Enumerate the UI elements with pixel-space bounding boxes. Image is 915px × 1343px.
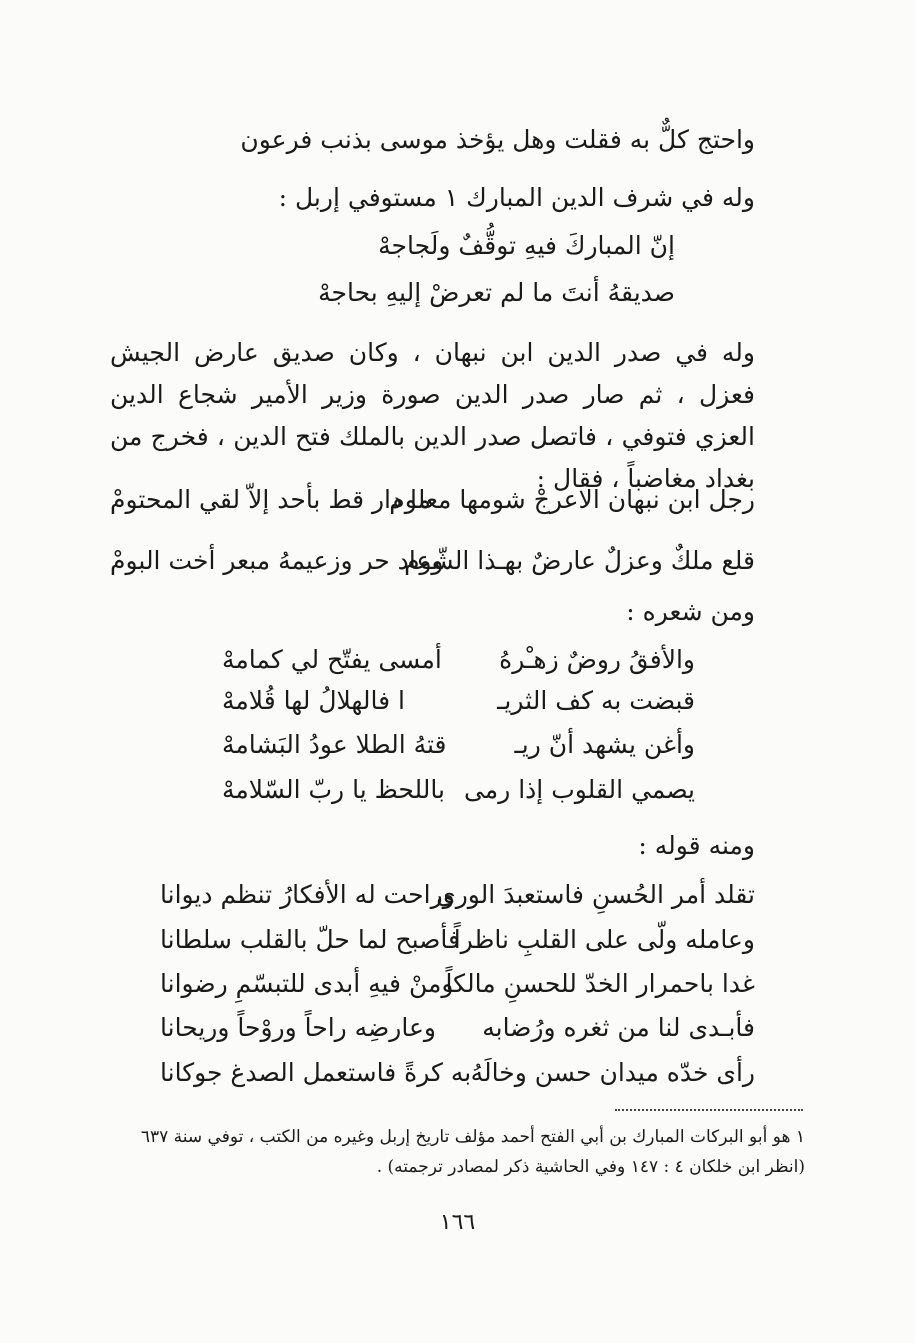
poem2-right-1: والأفقُ روضٌ زهـْرهُ [499,645,695,674]
poem1-right-1: رجل ابن نبهان الاعرجْ شومها معلوم [389,485,755,514]
poem1-left-2: وعاد حر وزعيمهُ مبعر أخت البومْ [110,546,444,575]
poem3-right-5: رأى خدّه ميدان حسن وخالَهُ [470,1058,755,1087]
poem3-right-2: وعامله ولّى على القلبِ ناظراً [453,925,755,954]
footnote: ١ هو أبو البركات المبارك بن أبي الفتح أحمد مؤلف تاريخ إربل وغيره من الكتب ، توفي سنة ٦٣٧ (انظر ابن خلكان ٤ : ١٤٧ وفي الحاشية ذكر لمصادر ترجمته) . [140,1127,805,1177]
poem2-left-2: ا فالهلالُ لها قُلامهْ [222,686,405,715]
poem1-right-2: قلع ملكٌ وعزلٌ عارضٌ بهـذا الشّوم [404,546,755,575]
poem2-right-3: وأغن يشهد أنّ ريـ [514,730,695,759]
poem3-left-1: وراحت له الأفكارُ تنظم ديوانا [160,880,455,909]
poem2-right-4: يصمي القلوب إذا رمى [463,775,695,804]
poem3-right-1: تقلد أمر الحُسنِ فاستعبدَ الورى [436,880,755,909]
poem3-left-4: وعارضِه راحاً وروْحاً وريحانا [160,1013,436,1042]
intro-verse: واحتج كلٌّ به فقلت وهل يؤخذ موسى بذنب فرعون [240,125,755,154]
poem3-left-3: ومنْ فيهِ أبدى للتبسّمِ رضوانا [160,969,454,998]
poem1-left-1: ما دار قط بأحد إلاّ لقي المحتومْ [110,485,432,514]
poem3-left-2: فأصبح لما حلّ بالقلب سلطانا [160,925,460,954]
poem2-left-1: أمسى يفتّح لي كمامهْ [222,645,442,674]
verse1-line2: صديقهُ أنتَ ما لم تعرضْ إليهِ بحاجهْ [318,278,675,307]
poem3-right-3: غدا باحمرار الخدّ للحسنِ مالكاً [445,969,755,998]
heading-min-shiruh: ومن شعره : [626,597,755,626]
heading-minhu-qawluh: ومنه قوله : [638,831,755,860]
poem3-right-4: فأبـدى لنا من ثغره ورُضابه [482,1013,755,1042]
poem2-left-3: قتهُ الطلا عودُ البَشامهْ [222,730,447,759]
poem2-right-2: قبضت به كف الثريـ [497,686,695,715]
poem2-left-4: باللحظ يا ربّ السّلامهْ [222,775,445,804]
verse1-line1: إنّ المباركَ فيهِ توقُّفٌ ولَجاجهْ [378,231,675,260]
prose-paragraph: وله في صدر الدين ابن نبهان ، وكان صديق عارض الجيش فعزل ، ثم صار صدر الدين صورة وزير الأمير شجاع الدين العزي فتوفي ، فاتصل صدر الدين بالملك فتح الدين ، فخرج من بغداد مغاضباً ، فقال : [110,338,755,493]
poem3-left-5: به كرةً فاستعمل الصدغ جوكانا [160,1058,472,1087]
heading-sharaf-al-din: وله في شرف الدين المبارك ١ مستوفي إربل : [278,183,755,212]
page-number: ١٦٦ [439,1210,476,1235]
footnote-divider [615,1109,803,1111]
